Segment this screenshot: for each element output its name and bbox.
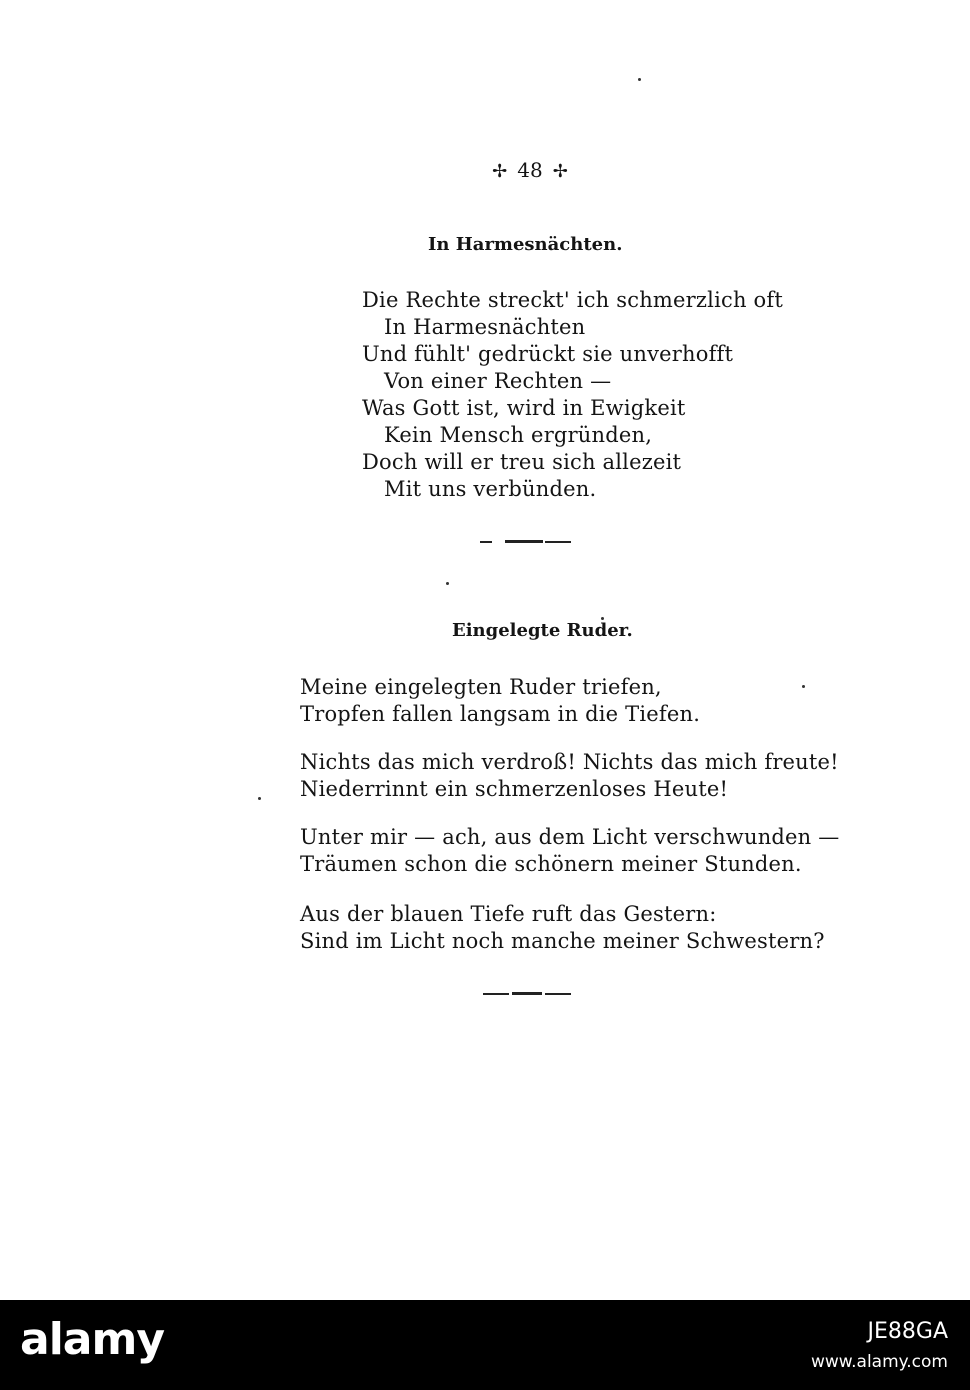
poem-1-line: In Harmesnächten [384, 315, 586, 339]
poem-1-line: Doch will er treu sich allezeit [362, 450, 682, 474]
stock-watermark-banner [0, 1300, 970, 1390]
scan-speck [638, 78, 641, 81]
scan-speck [258, 797, 261, 800]
poem-2-line: Unter mir — ach, aus dem Licht verschwunden — [300, 825, 840, 849]
poem-1-line: Mit uns verbünden. [384, 477, 597, 501]
page-number-header [470, 158, 590, 182]
ornament-left-icon: ✢ [492, 161, 508, 182]
poem-1-line: Die Rechte streckt' ich schmerzlich oft [362, 288, 784, 312]
scan-speck [802, 685, 805, 688]
image-code: JE88GA [867, 1319, 948, 1344]
poem-2-line: Aus der blauen Tiefe ruft das Gestern: [300, 902, 717, 926]
poem-1-line: Kein Mensch ergründen, [384, 423, 653, 447]
scan-speck [601, 617, 604, 620]
alamy-logo: alamy [20, 1314, 164, 1365]
poem-2-line: Nichts das mich verdroß! Nichts das mich freute! [300, 750, 839, 774]
poem-1-line: Und fühlt' gedrückt sie unverhofft [362, 342, 734, 366]
poem-2-title: Eingelegte Ruder. [452, 620, 633, 641]
poem-2-line: Träumen schon die schönern meiner Stunden. [300, 852, 802, 876]
poem-1-line: Von einer Rechten — [384, 369, 612, 393]
poem-1-title: In Harmesnächten. [428, 234, 623, 255]
poem-2-line: Sind im Licht noch manche meiner Schwestern? [300, 929, 825, 953]
poem-2-line: Niederrinnt ein schmerzenloses Heute! [300, 777, 729, 801]
poem-2-line: Meine eingelegten Ruder triefen, [300, 675, 662, 699]
page-number: 48 [517, 158, 543, 182]
watermark-url: www.alamy.com [810, 1352, 948, 1372]
scan-speck [446, 582, 449, 585]
ornament-right-icon: ✢ [552, 161, 568, 182]
poem-2-line: Tropfen fallen langsam in die Tiefen. [300, 702, 701, 726]
poem-1-line: Was Gott ist, wird in Ewigkeit [362, 396, 686, 420]
